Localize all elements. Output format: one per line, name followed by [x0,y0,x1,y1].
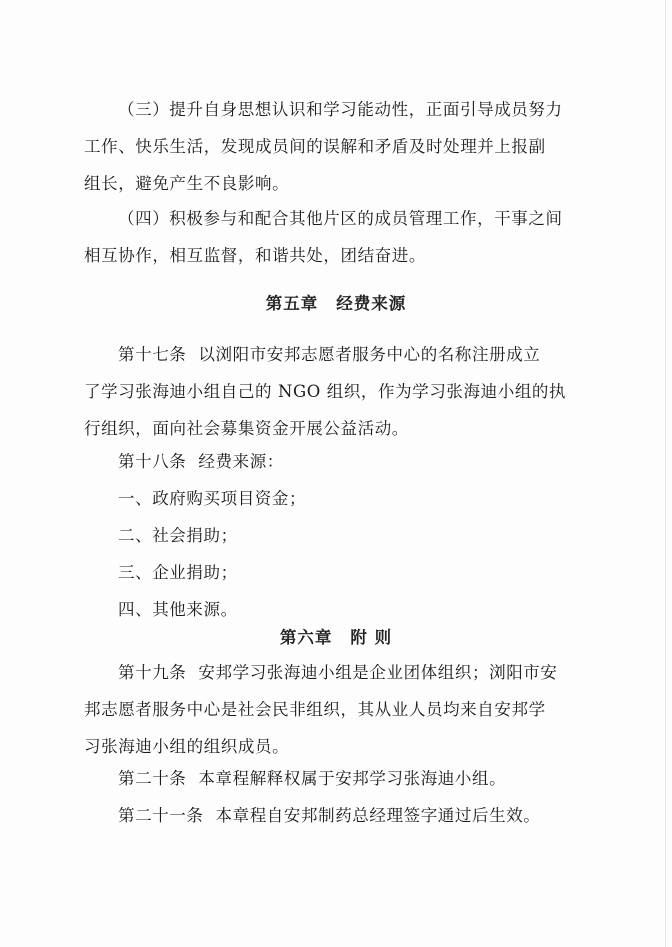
article-19-line-1 [84,654,584,691]
article-20-label: 第二十条 [118,769,187,788]
item-4-line-2: 相互协作，相互监督，和谐共处，团结奋进。 [84,246,426,265]
paragraph-item-3 [84,91,584,202]
article-19-text-1: 安邦学习张海迪小组是企业团体组织；浏阳市安 [198,663,558,682]
article-17-line-3: 行组织，面向社会募集资金开展公益活动。 [84,419,409,438]
article-18-label: 第十八条 [118,452,187,471]
article-17-line-1 [84,336,584,373]
article-21-line [84,797,584,834]
funding-item-4: 四、其他来源。 [118,600,238,619]
article-18 [84,443,584,628]
article-21 [84,797,584,834]
item-3-line-1: （三）提升自身思想认识和学习能动性，正面引导成员努力 [118,100,563,119]
item-3-line-3: 组长，避免产生不良影响。 [84,174,290,193]
funding-item-2: 二、社会捐助； [118,526,238,545]
article-19-label: 第十九条 [118,663,187,682]
paragraph-item-4 [84,200,584,274]
item-3-line-2: 工作、快乐生活，发现成员间的误解和矛盾及时处理并上报副 [84,137,546,156]
funding-item-1: 一、政府购买项目资金； [118,489,307,508]
page-edge-line [665,0,666,947]
chapter-6-title: 附 则 [350,628,393,647]
article-18-line-1 [84,443,584,480]
chapter-5-heading [0,290,672,314]
article-19-line-2: 邦志愿者服务中心是社会民非组织，其从业人员均来自安邦学 [84,700,546,719]
chapter-6-number: 第六章 [279,628,333,647]
article-19-line-3: 习张海迪小组的组织成员。 [84,737,290,756]
funding-item-3: 三、企业捐助； [118,563,238,582]
article-17 [84,336,584,447]
chapter-5-number: 第五章 [265,294,319,313]
item-4-line-1: （四）积极参与和配合其他片区的成员管理工作，干事之间 [118,209,563,228]
article-20-line [84,760,584,797]
article-20 [84,760,584,797]
chapter-6-heading [0,624,672,648]
article-17-label: 第十七条 [118,345,187,364]
chapter-5-title: 经费来源 [336,294,407,313]
article-21-text: 本章程自安邦制药总经理签字通过后生效。 [215,806,541,825]
article-17-line-2: 了学习张海迪小组自己的 NGO 组织，作为学习张海迪小组的执 [84,382,567,401]
article-18-text: 经费来源： [198,452,284,471]
article-19 [84,654,584,765]
article-17-text-1: 以浏阳市安邦志愿者服务中心的名称注册成立 [198,345,541,364]
article-21-label: 第二十一条 [118,806,204,825]
article-20-text: 本章程解释权属于安邦学习张海迪小组。 [198,769,507,788]
